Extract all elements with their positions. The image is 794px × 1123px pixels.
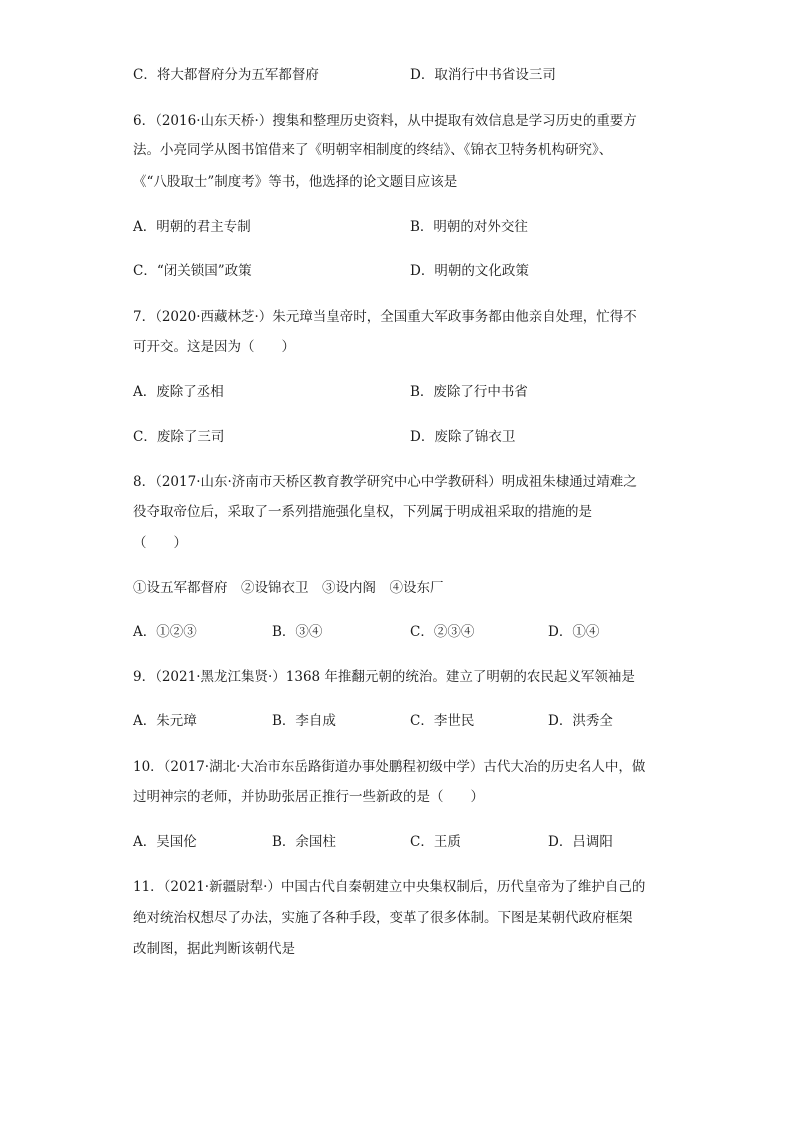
q7-stem-line2: 可开交。这是因为（ ） [133, 339, 295, 355]
q10-option-a[interactable]: A．吴国伦 [133, 834, 197, 850]
q6-option-b[interactable]: B．明朝的对外交往 [410, 219, 528, 235]
q8-measures-list: ①设五军都督府 ②设锦衣卫 ③设内阁 ④设东厂 [133, 580, 444, 596]
q10-option-b[interactable]: B．余国柱 [272, 834, 336, 850]
q7-option-c[interactable]: C．废除了三司 [133, 429, 225, 445]
q8-stem-line3: （ ） [133, 535, 187, 551]
q10-stem-line2: 过明神宗的老师，并协助张居正推行一些新政的是（ ） [133, 789, 484, 805]
q7-option-d[interactable]: D．废除了锦衣卫 [410, 429, 516, 445]
q8-option-b[interactable]: B．③④ [272, 624, 323, 640]
q7-option-b[interactable]: B．废除了行中书省 [410, 384, 528, 400]
q6-option-c[interactable]: C．“闭关锁国”政策 [133, 263, 252, 279]
q9-option-d[interactable]: D．洪秀全 [548, 713, 613, 729]
q5-option-c[interactable]: C．将大都督府分为五军都督府 [133, 67, 319, 83]
q10-option-d[interactable]: D．吕调阳 [548, 834, 613, 850]
q8-stem-line1: 8．（2017·山东·济南市天桥区教育教学研究中心中学教研科）明成祖朱棣通过靖难之 [133, 474, 637, 490]
q9-stem-line1: 9．（2021·黑龙江集贤·）1368 年推翻元朝的统治。建立了明朝的农民起义军领袖是 [133, 669, 635, 685]
q7-option-a[interactable]: A．废除了丞相 [133, 384, 224, 400]
q8-option-c[interactable]: C．②③④ [410, 624, 475, 640]
q9-option-c[interactable]: C．李世民 [410, 713, 475, 729]
q6-stem-line1: 6．（2016·山东天桥·）搜集和整理历史资料，从中提取有效信息是学习历史的重要方 [133, 113, 637, 129]
q8-option-d[interactable]: D．①④ [548, 624, 600, 640]
q7-stem-line1: 7．（2020·西藏林芝·）朱元璋当皇帝时，全国重大军政事务都由他亲自处理，忙得不 [133, 309, 637, 325]
q9-option-a[interactable]: A．朱元璋 [133, 713, 197, 729]
q5-option-d[interactable]: D．取消行中书省设三司 [410, 67, 556, 83]
q11-stem-line2: 绝对统治权想尽了办法，实施了各种手段，变革了很多体制。下图是某朝代政府框架 [133, 910, 633, 926]
q8-option-a[interactable]: A．①②③ [133, 624, 197, 640]
q6-stem-line3: 《“八股取士”制度考》等书，他选择的论文题目应该是 [133, 174, 458, 190]
q9-option-b[interactable]: B．李自成 [272, 713, 336, 729]
q6-stem-line2: 法。小亮同学从图书馆借来了《明朝宰相制度的终结》、《锦衣卫特务机构研究》、 [133, 142, 613, 158]
q11-stem-line3: 改制图，据此判断该朝代是 [133, 941, 295, 957]
q10-option-c[interactable]: C．王质 [410, 834, 461, 850]
q6-option-a[interactable]: A．明朝的君主专制 [133, 219, 251, 235]
q8-stem-line2: 役夺取帝位后，采取了一系列措施强化皇权，下列属于明成祖采取的措施的是 [133, 504, 592, 520]
q10-stem-line1: 10．（2017·湖北·大冶市东岳路街道办事处鹏程初级中学）古代大冶的历史名人中，做 [133, 759, 646, 775]
q6-option-d[interactable]: D．明朝的文化政策 [410, 263, 529, 279]
q11-stem-line1: 11．（2021·新疆尉犁·）中国古代自秦朝建立中央集权制后，历代皇帝为了维护自己的 [133, 879, 646, 895]
